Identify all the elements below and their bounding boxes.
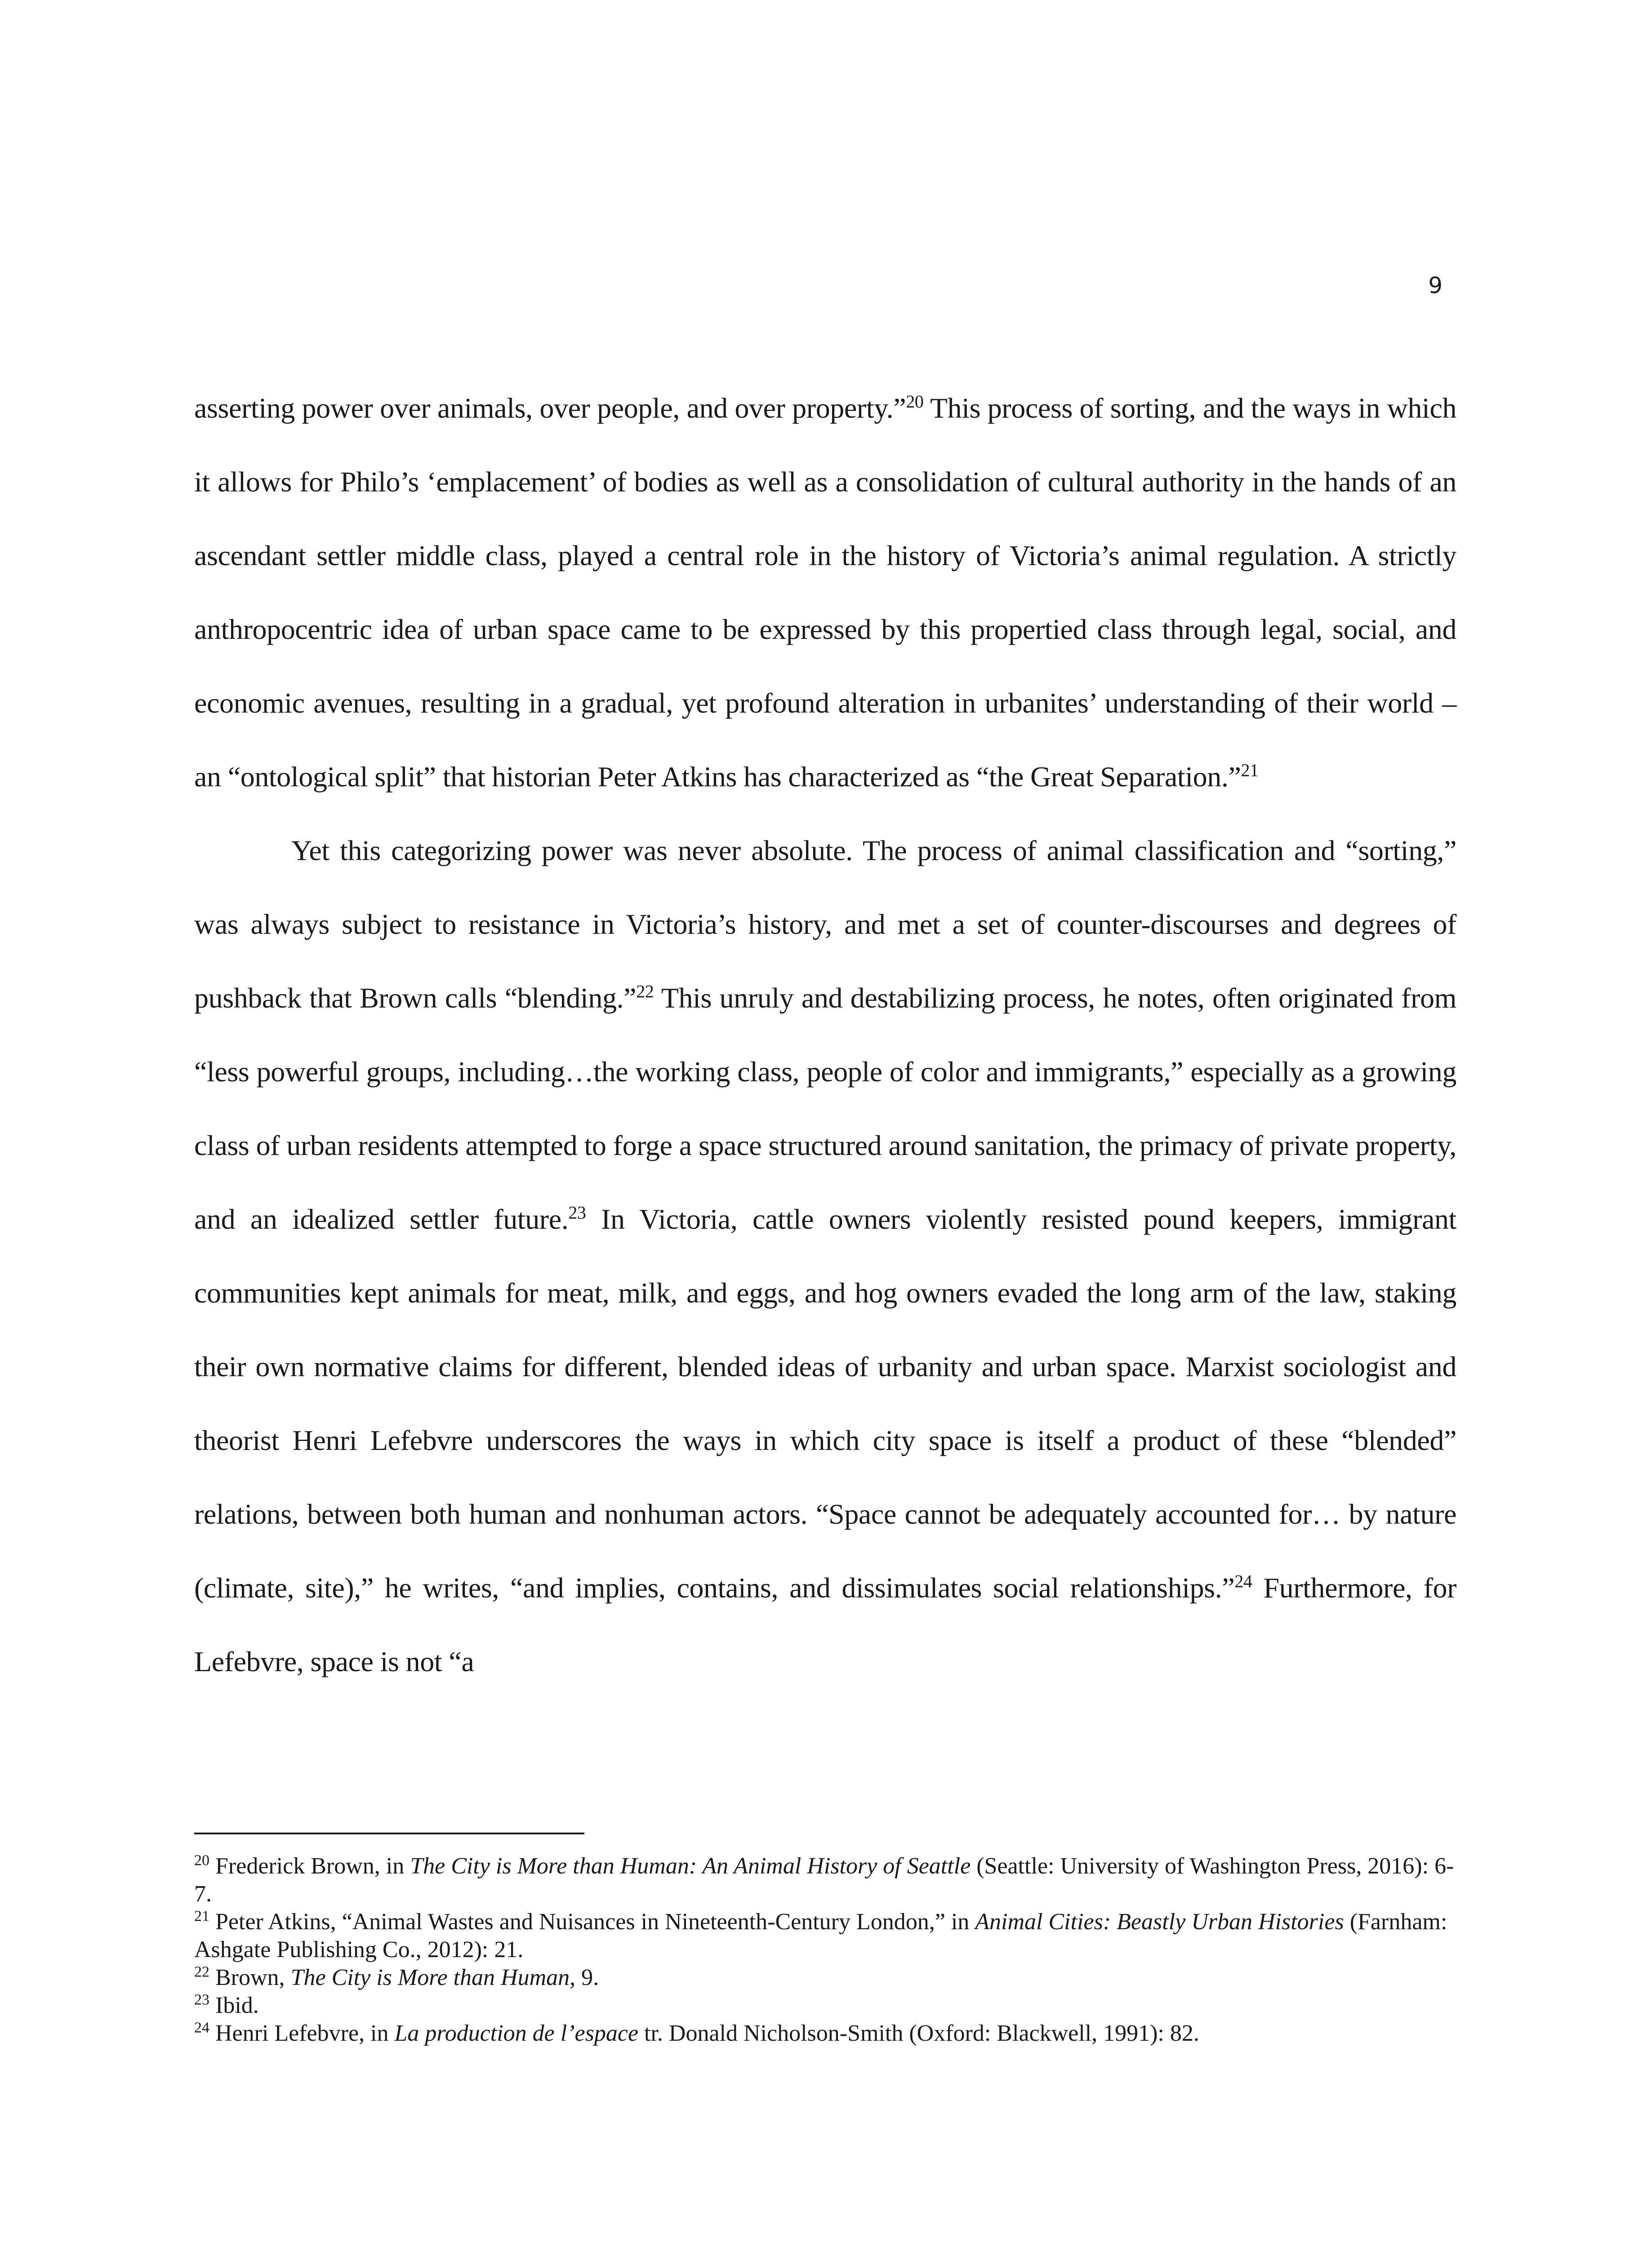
footnote-reference: 22 xyxy=(636,981,654,1002)
footnote-23 xyxy=(194,1992,1456,2020)
page-number: 9 xyxy=(1428,272,1443,299)
footnote-reference: 20 xyxy=(906,391,924,412)
footnote-reference: 23 xyxy=(568,1202,586,1223)
footnote-marker: 20 xyxy=(194,1852,209,1869)
body-paragraph xyxy=(194,371,1456,814)
text-run: This process of sorting, and the ways in which it allows for Philo’s ‘emplacement’ of bodies as well as a consolidation of cultural authority in the hands of an ascendant settler middle class, played a central role in the history of Victoria’s animal regulation. A strictly anthropocentric idea of urban space came to be expressed by this propertied class through legal, social, and economic avenues, resulting in a gradual, yet profound alteration in urbanites’ understanding of their world – an “ontological split” that historian Peter Atkins has characterized as “the Great Separation.” xyxy=(194,392,1456,793)
italic-title: Animal Cities: Beastly Urban Histories xyxy=(975,1909,1344,1935)
text-run: Frederick Brown, in xyxy=(209,1853,410,1879)
footnote-separator xyxy=(194,1833,584,1834)
text-run: Furthermore, for Lefebvre, space is not “a xyxy=(194,1572,1456,1677)
text-run: In Victoria, cattle owners violently resisted pound keepers, immigrant communities kept animals for meat, milk, and eggs, and hog owners evaded the long arm of the law, staking their own normative claims for different, blended ideas of urbanity and urban space. Marxist sociologist and theorist Henri Lefebvre underscores the ways in which city space is itself a product of these “blended” relations, between both human and nonhuman actors. “Space cannot be adequately accounted for… by nature (climate, site),” he writes, “and implies, contains, and dissimulates social relationships.” xyxy=(194,1203,1456,1604)
text-run: Ibid. xyxy=(209,1993,259,2018)
italic-title: The City is More than Human: An Animal History of Seattle xyxy=(410,1853,971,1879)
text-run: This unruly and destabilizing process, he notes, often originated from “less powerful groups, including…the working class, people of color and immigrants,” especially as a growing class of urban residents attempted to forge a space structured around sanitation, the primacy of private property, and an idealized settler future. xyxy=(194,982,1456,1235)
footnote-marker: 23 xyxy=(194,1991,209,2008)
italic-title: The City is More than Human xyxy=(290,1965,570,1990)
text-run: Henri Lefebvre, in xyxy=(209,2021,395,2046)
footnote-marker: 22 xyxy=(194,1963,209,1980)
footnote-reference: 24 xyxy=(1234,1571,1252,1592)
footnote-marker: 24 xyxy=(194,2019,209,2036)
text-run: tr. Donald Nicholson-Smith (Oxford: Blackwell, 1991): 82. xyxy=(638,2021,1199,2046)
footnote-22 xyxy=(194,1964,1456,1992)
italic-title: La production de l’espace xyxy=(394,2021,639,2046)
body-paragraph xyxy=(194,814,1456,1699)
body-text xyxy=(194,371,1456,1699)
footnotes-section xyxy=(194,1833,1456,2047)
text-run: (Seattle: University of Washington Press, 2016): 6-7. xyxy=(194,1853,1454,1907)
text-run: Yet this categorizing power was never absolute. The process of animal classification and “sorting,” was always subject to resistance in Victoria’s history, and met a set of counter-discourses and degrees of pushback that Brown calls “blending.” xyxy=(194,834,1456,1014)
footnote-20 xyxy=(194,1852,1456,1908)
text-run: Brown, xyxy=(209,1965,291,1990)
footnote-marker: 21 xyxy=(194,1908,209,1925)
footnote-list xyxy=(194,1852,1456,2047)
text-run: Peter Atkins, “Animal Wastes and Nuisances in Nineteenth-Century London,” in xyxy=(209,1909,975,1935)
text-run: asserting power over animals, over people, and over property.” xyxy=(194,392,906,424)
footnote-24 xyxy=(194,2020,1456,2047)
text-run: , 9. xyxy=(570,1965,599,1990)
footnote-reference: 21 xyxy=(1241,760,1259,781)
footnote-21 xyxy=(194,1908,1456,1964)
text-run: (Farnham: Ashgate Publishing Co., 2012): 21. xyxy=(194,1909,1447,1963)
